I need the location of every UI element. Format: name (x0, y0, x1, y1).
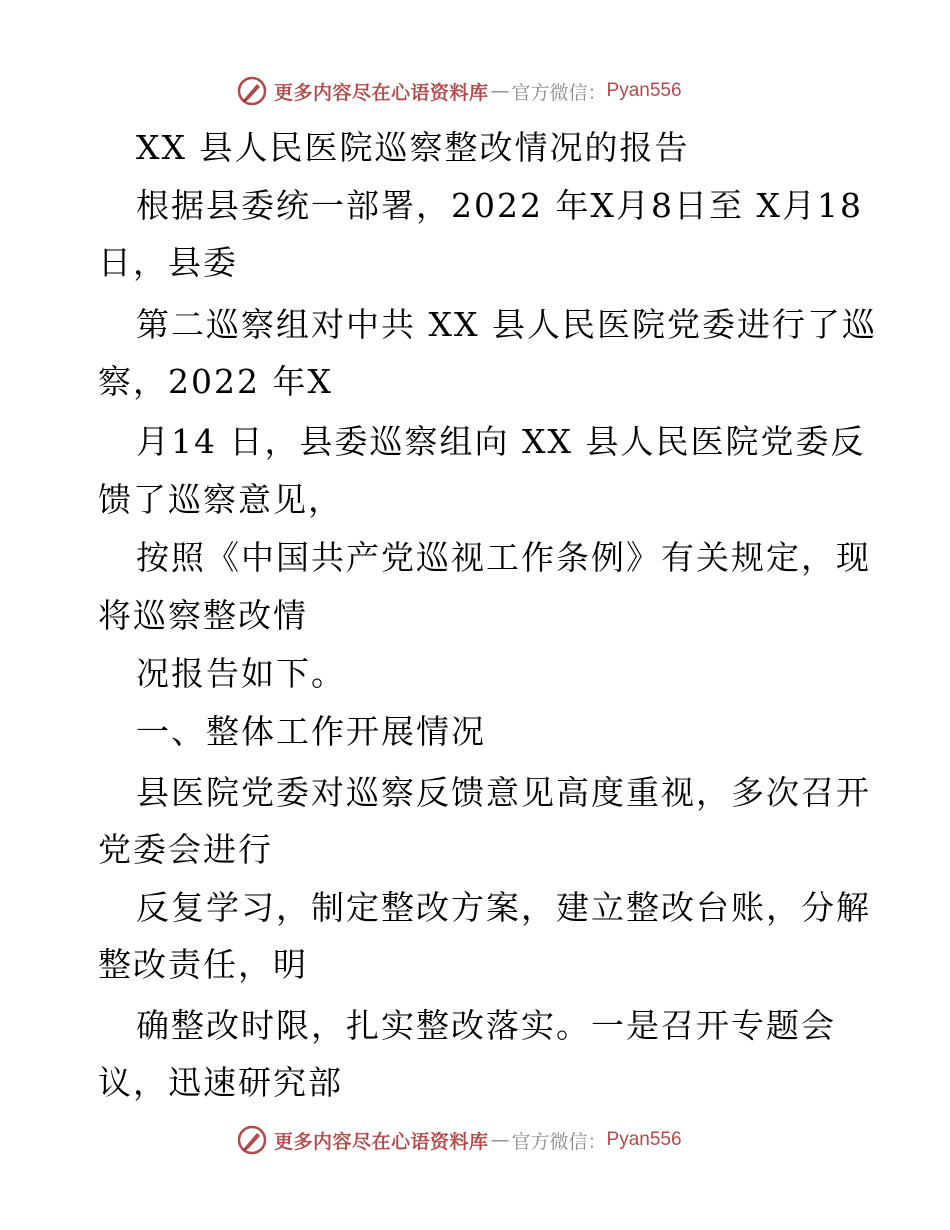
paragraph-line: 反复学习，制定整改方案，建立整改台账，分解 (136, 888, 871, 927)
watermark-separator: — (490, 80, 510, 102)
document-title: XX 县人民医院巡察整改情况的报告 (136, 128, 690, 167)
paragraph-line: 将巡察整改情 (98, 596, 308, 635)
paragraph-line: 根据县委统一部署，2022 年X月8日至 X月18 (136, 186, 863, 225)
paragraph-line: 察，2022 年X (98, 362, 333, 401)
watermark-wechat-label: 官方微信： (511, 1130, 607, 1153)
paragraph-line: 党委会进行 (98, 830, 273, 869)
paragraph-line: 况报告如下。 (136, 654, 346, 693)
paragraph-line: 议，迅速研究部 (98, 1063, 343, 1102)
watermark-separator: — (490, 1129, 510, 1151)
pen-logo-icon (236, 1124, 268, 1156)
paragraph-line: 整改责任，明 (98, 945, 308, 984)
section-heading: 一、整体工作开展情况 (136, 712, 486, 751)
paragraph-line: 第二巡察组对中共 XX 县人民医院党委进行了巡 (136, 305, 877, 344)
paragraph-line: 月14 日，县委巡察组向 XX 县人民医院党委反 (136, 422, 866, 461)
watermark-header (236, 74, 682, 108)
paragraph-line: 确整改时限，扎实整改落实。一是召开专题会 (136, 1006, 836, 1045)
watermark-wechat-label: 官方微信： (511, 81, 607, 104)
paragraph-line: 县医院党委对巡察反馈意见高度重视，多次召开 (136, 773, 871, 812)
paragraph-line: 按照《中国共产党巡视工作条例》有关规定，现 (136, 538, 871, 577)
pen-logo-icon (236, 75, 268, 107)
watermark-wechat-id: Pyan556 (606, 1129, 682, 1150)
paragraph-line: 日，县委 (98, 243, 238, 282)
paragraph-line: 馈了巡察意见， (98, 480, 343, 519)
watermark-title: 更多内容尽在心语资料库 (274, 1130, 489, 1153)
watermark-title: 更多内容尽在心语资料库 (274, 81, 489, 104)
watermark-wechat-id: Pyan556 (606, 80, 682, 101)
watermark-footer (236, 1123, 682, 1157)
